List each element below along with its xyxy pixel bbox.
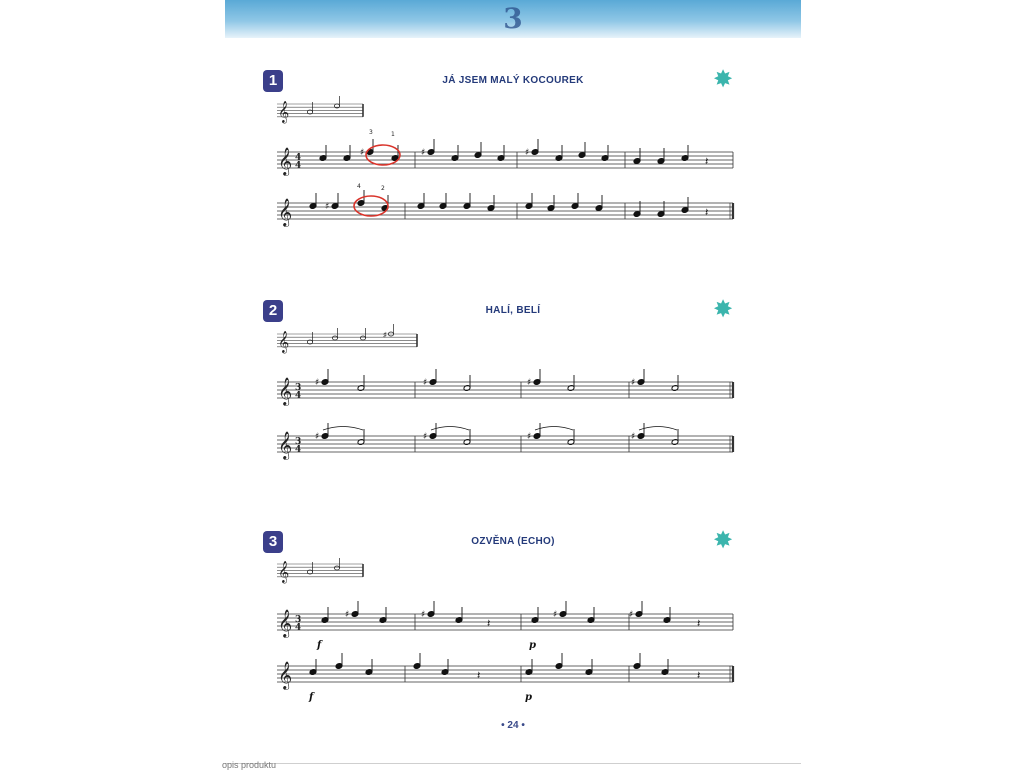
- sharp-sign: ♯: [631, 378, 636, 388]
- notehead: [360, 336, 365, 340]
- note: [671, 375, 679, 391]
- star-icon: ✸: [712, 527, 734, 554]
- music-notation: [225, 0, 801, 720]
- note: [309, 193, 317, 209]
- sharp-sign: ♯: [525, 148, 530, 158]
- dynamic-marking: p: [525, 692, 532, 703]
- star-icon: ✸: [712, 66, 734, 93]
- note: [657, 201, 665, 217]
- note: [455, 607, 463, 623]
- note: [631, 423, 645, 442]
- notehead: [332, 336, 337, 340]
- note: [663, 607, 671, 623]
- note: [474, 142, 482, 158]
- quarter-rest: 𝄽: [705, 206, 709, 219]
- annotation-circle: [366, 145, 400, 165]
- time-signature-bottom: 4: [295, 623, 302, 633]
- note: [421, 601, 435, 620]
- exercise-title: JÁ JSEM MALÝ KOCOUREK: [442, 75, 584, 86]
- dynamic-marking: f: [317, 640, 322, 651]
- slur: [639, 427, 677, 431]
- note: [423, 369, 437, 388]
- note: [571, 193, 579, 209]
- note: [463, 193, 471, 209]
- fingering-number: 4: [357, 183, 361, 190]
- time-signature-top: 3: [295, 383, 302, 393]
- quarter-rest: 𝄽: [697, 669, 701, 682]
- note: [325, 193, 339, 212]
- note: [321, 607, 329, 623]
- note: [335, 653, 343, 669]
- note: [345, 601, 359, 620]
- staff: [277, 661, 733, 690]
- note: [417, 193, 425, 209]
- note: [601, 145, 609, 161]
- treble-clef: 𝄞: [278, 101, 290, 123]
- page-number: • 24 •: [501, 720, 525, 731]
- note: [629, 601, 643, 620]
- staff: [277, 431, 733, 460]
- staff: [277, 198, 733, 227]
- dynamic-marking: f: [309, 692, 314, 703]
- sharp-sign: ♯: [421, 148, 426, 158]
- exercise-number-badge: 3: [263, 531, 283, 553]
- time-signature-top: 4: [295, 153, 302, 163]
- note: [631, 369, 645, 388]
- sharp-sign: ♯: [631, 432, 636, 442]
- exercise-title: OZVĚNA (ECHO): [471, 536, 555, 547]
- sharp-sign: ♯: [629, 610, 634, 620]
- note: [527, 369, 541, 388]
- treble-clef: 𝄞: [278, 147, 293, 175]
- note: [360, 139, 374, 158]
- bottom-divider: [225, 763, 801, 764]
- note: [315, 369, 329, 388]
- treble-clef: 𝄞: [278, 331, 290, 353]
- note: [497, 145, 505, 161]
- slur: [535, 427, 573, 431]
- star-icon: ✸: [712, 296, 734, 323]
- sharp-sign: ♯: [383, 332, 387, 339]
- note: [357, 429, 365, 445]
- note: [681, 197, 689, 213]
- quarter-rest: 𝄽: [477, 669, 481, 682]
- note: [463, 375, 471, 391]
- note: [567, 429, 575, 445]
- note: [423, 423, 437, 442]
- exercise-number-badge: 2: [263, 300, 283, 322]
- exercise-number-badge: 1: [263, 70, 283, 92]
- sharp-sign: ♯: [527, 432, 532, 442]
- note: [525, 659, 533, 675]
- staff: [277, 377, 733, 406]
- quarter-rest: 𝄽: [705, 155, 709, 168]
- treble-clef: 𝄞: [278, 431, 293, 459]
- note: [567, 375, 575, 391]
- dynamic-marking: p: [529, 640, 536, 651]
- note: [671, 429, 679, 445]
- note: [343, 145, 351, 161]
- note: [587, 607, 595, 623]
- time-signature-bottom: 4: [295, 445, 302, 455]
- sharp-sign: ♯: [527, 378, 532, 388]
- note: [555, 653, 563, 669]
- treble-clef: 𝄞: [278, 609, 293, 637]
- note: [315, 423, 329, 442]
- time-signature-top: 3: [295, 615, 302, 625]
- note: [531, 607, 539, 623]
- treble-clef: 𝄞: [278, 198, 293, 226]
- note: [525, 193, 533, 209]
- treble-clef: 𝄞: [278, 561, 290, 583]
- note: [357, 375, 365, 391]
- sharp-sign: ♯: [360, 148, 365, 158]
- sharp-sign: ♯: [325, 202, 330, 212]
- note: [633, 653, 641, 669]
- note: [585, 659, 593, 675]
- range-incipit: [277, 324, 417, 354]
- note: [578, 142, 586, 158]
- notehead: [334, 566, 339, 570]
- note: [379, 607, 387, 623]
- staves: [277, 96, 733, 703]
- treble-clef: 𝄞: [278, 661, 293, 689]
- note: [365, 659, 373, 675]
- sharp-sign: ♯: [315, 378, 320, 388]
- note: [553, 601, 567, 620]
- time-signature-bottom: 4: [295, 391, 302, 401]
- sharp-sign: ♯: [315, 432, 320, 442]
- sharp-sign: ♯: [345, 610, 350, 620]
- note: [661, 659, 669, 675]
- range-incipit: [277, 558, 363, 584]
- slur: [431, 427, 469, 431]
- note: [421, 139, 435, 158]
- note: [439, 193, 447, 209]
- quarter-rest: 𝄽: [697, 617, 701, 630]
- exercise-title: HALÍ, BELÍ: [485, 305, 541, 316]
- music-page: [225, 0, 801, 768]
- slur: [323, 427, 363, 431]
- time-signature-top: 3: [295, 437, 302, 447]
- sharp-sign: ♯: [553, 610, 558, 620]
- time-signature-bottom: 4: [295, 161, 302, 171]
- fingering-number: 2: [381, 185, 385, 192]
- fingering-number: 3: [369, 129, 373, 136]
- note: [319, 145, 327, 161]
- note: [555, 145, 563, 161]
- chapter-number: 3: [503, 2, 523, 35]
- fingering-number: 1: [391, 131, 395, 138]
- note: [451, 145, 459, 161]
- note: [681, 145, 689, 161]
- note: [463, 429, 471, 445]
- note: [413, 653, 421, 669]
- note: [441, 659, 449, 675]
- quarter-rest: 𝄽: [487, 617, 491, 630]
- note: [525, 139, 539, 158]
- note: [527, 423, 541, 442]
- sharp-sign: ♯: [421, 610, 426, 620]
- treble-clef: 𝄞: [278, 377, 293, 405]
- bottom-caption: opis produktu: [222, 760, 277, 770]
- sharp-sign: ♯: [423, 378, 428, 388]
- note: [633, 201, 641, 217]
- range-incipit: [277, 96, 363, 124]
- note: [309, 659, 317, 675]
- sharp-sign: ♯: [423, 432, 428, 442]
